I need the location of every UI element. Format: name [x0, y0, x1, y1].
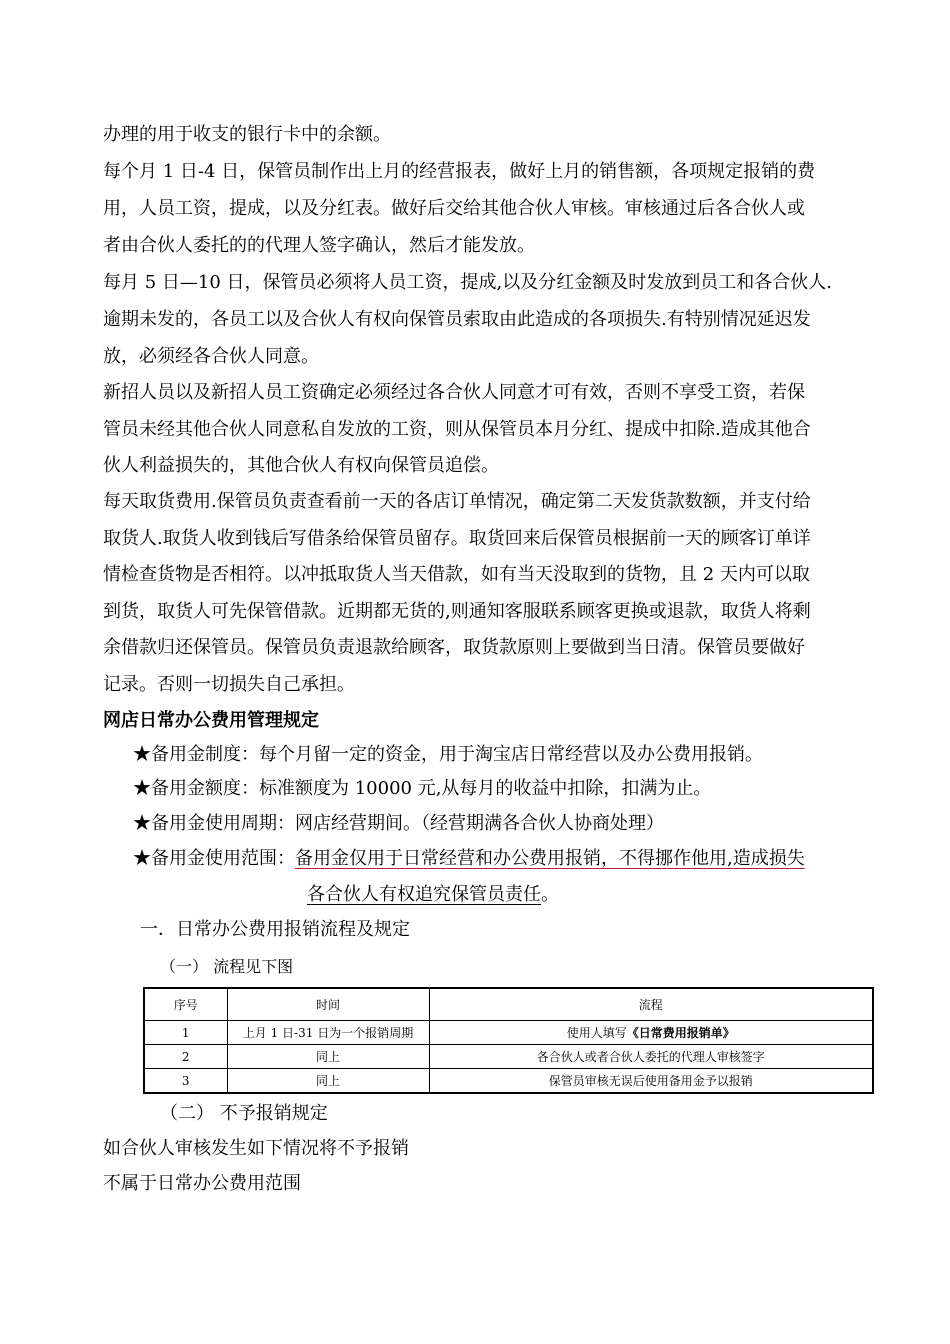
- table-cell-no: 2: [144, 1045, 227, 1069]
- bullet-fund-scope: [133, 847, 805, 871]
- bullet-fund-scope-end: 。: [541, 884, 559, 905]
- table-header-cell: 流程: [429, 988, 873, 1021]
- paragraph-line: 如合伙人审核发生如下情况将不予报销: [103, 1138, 409, 1159]
- table-row: [144, 1069, 873, 1094]
- paragraph-line: 新招人员以及新招人员工资确定必须经过各合伙人同意才可有效，否则不享受工资，若保: [103, 382, 805, 403]
- paragraph-line: 不属于日常办公费用范围: [103, 1173, 301, 1194]
- paragraph-line: 取货人.取货人收到钱后写借条给保管员留存。取货回来后保管员根据前一天的顾客订单详: [103, 528, 811, 549]
- paragraph-line: 余借款归还保管员。保管员负责退款给顾客，取货款原则上要做到当日清。保管员要做好: [103, 637, 805, 658]
- paragraph-line: 每月 5 日—10 日，保管员必须将人员工资，提成,以及分红金额及时发放到员工和各合伙人.: [103, 272, 832, 293]
- bullet-fund-scope-text-2: 各合伙人有权追究保管员责任: [307, 884, 541, 905]
- paragraph-line: 记录。否则一切损失自己承担。: [103, 674, 355, 695]
- table-header-row: [144, 988, 873, 1021]
- subsection-heading: 一．日常办公费用报销流程及规定: [140, 919, 410, 940]
- subsection-item: （二） 不予报销规定: [160, 1103, 328, 1124]
- table-header-cell: 时间: [227, 988, 429, 1021]
- paragraph-line: 到货，取货人可先保管借款。近期都无货的,则通知客服联系顾客更换或退款，取货人将剩: [103, 601, 811, 622]
- section-title: 网店日常办公费用管理规定: [103, 710, 319, 731]
- bullet-fund-scope-label: ★备用金使用范围：: [133, 848, 295, 869]
- paragraph-line: 情检查货物是否相符。以冲抵取货人当天借款，如有当天没取到的货物，且 2 天内可以取: [103, 564, 810, 585]
- paragraph-line: 放，必须经各合伙人同意。: [103, 346, 319, 367]
- paragraph-line: 管员未经其他合伙人同意私自发放的工资，则从保管员本月分红、提成中扣除.造成其他合: [103, 419, 811, 440]
- paragraph-line: 者由合伙人委托的的代理人签字确认，然后才能发放。: [103, 235, 535, 256]
- paragraph-line: 逾期未发的，各员工以及合伙人有权向保管员索取由此造成的各项损失.有特别情况延迟发: [103, 309, 811, 330]
- paragraph-line: 伙人利益损失的，其他合伙人有权向保管员追偿。: [103, 455, 499, 476]
- table-header-cell: 序号: [144, 988, 227, 1021]
- reimbursement-flow-table: [143, 987, 874, 1094]
- table-row: [144, 1045, 873, 1069]
- flow-form-name: 《日常费用报销单》: [626, 1026, 735, 1040]
- bullet-fund-period: ★备用金使用周期：网店经营期间。（经营期满各合伙人协商处理）: [133, 813, 664, 834]
- bullet-fund-system: ★备用金制度：每个月留一定的资金，用于淘宝店日常经营以及办公费用报销。: [133, 744, 763, 765]
- table-cell-no: 3: [144, 1069, 227, 1094]
- bullet-fund-scope-continuation: [307, 883, 559, 907]
- table-cell-time: 上月 1 日-31 日为一个报销周期: [227, 1021, 429, 1045]
- paragraph-line: 每天取货费用.保管员负责查看前一天的各店订单情况，确定第二天发货款数额，并支付给: [103, 491, 811, 512]
- table-cell-flow: 保管员审核无误后使用备用金予以报销: [429, 1069, 873, 1094]
- subsection-item: （一） 流程见下图: [160, 957, 294, 976]
- table-row: [144, 1021, 873, 1045]
- paragraph-line: 办理的用于收支的银行卡中的余额。: [103, 124, 391, 145]
- table-cell-time: 同上: [227, 1069, 429, 1094]
- paragraph-line: 用，人员工资，提成，以及分红表。做好后交给其他合伙人审核。审核通过后各合伙人或: [103, 198, 805, 219]
- flow-text: 使用人填写: [566, 1026, 627, 1040]
- bullet-fund-scope-text: 备用金仅用于日常经营和办公费用报销，不得挪作他用,造成损失: [295, 848, 805, 869]
- table-cell-time: 同上: [227, 1045, 429, 1069]
- bullet-fund-amount: ★备用金额度：标准额度为 10000 元,从每月的收益中扣除，扣满为止。: [133, 778, 712, 799]
- table-cell-flow: 各合伙人或者合伙人委托的代理人审核签字: [429, 1045, 873, 1069]
- table-cell-no: 1: [144, 1021, 227, 1045]
- table-cell-flow: [429, 1021, 873, 1045]
- paragraph-line: 每个月 1 日-4 日，保管员制作出上月的经营报表，做好上月的销售额，各项规定报销的费: [103, 161, 816, 182]
